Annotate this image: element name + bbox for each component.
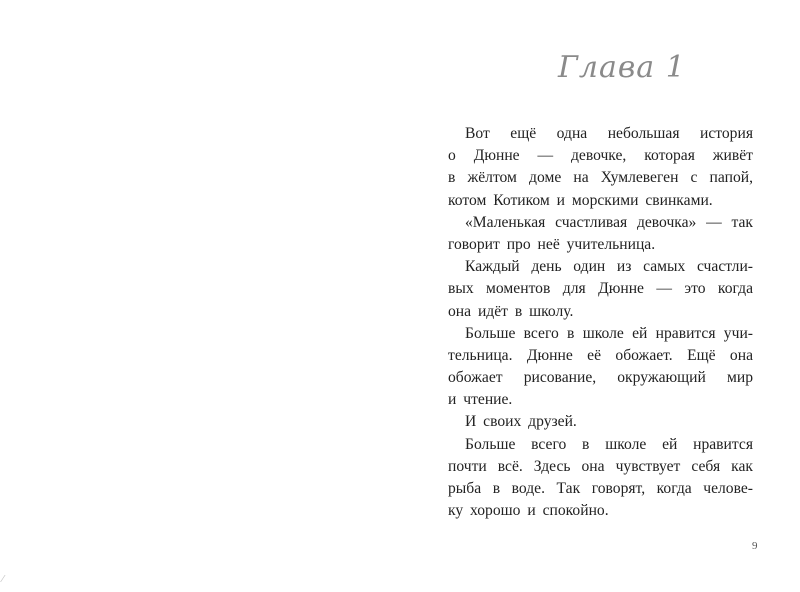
corner-mark: ⁄ (2, 574, 4, 585)
page-number: 9 (752, 540, 758, 552)
right-page (400, 0, 800, 592)
text-line: обожает рисование, окружающий мир (448, 369, 753, 387)
text-line: почти всё. Здесь она чувствует себя как (448, 457, 753, 475)
text-line: в жёлтом доме на Хумлевеген с папой, (448, 169, 753, 187)
text-line: Больше всего в школе ей нравится (465, 435, 753, 453)
text-line: ку хорошо и спокойно. (448, 502, 609, 520)
text-line: котом Котиком и морскими свинками. (448, 191, 713, 209)
text-line: о Дюнне — девочке, которая живёт (448, 147, 753, 165)
text-line: И своих друзей. (465, 413, 577, 431)
text-line: рыба в воде. Так говорят, когда челове- (448, 480, 753, 497)
text-line: «Маленькая счастливая девочка» — так (465, 213, 753, 231)
text-line: говорит про неё учительница. (448, 235, 656, 253)
chapter-title: Глава 1 (558, 50, 686, 85)
text-line: Вот ещё одна небольшая история (465, 125, 753, 142)
text-line: она идёт в школу. (448, 302, 574, 320)
text-line: тельница. Дюнне её обожает. Ещё она (448, 346, 753, 364)
chapter-text (448, 123, 753, 522)
text-line: вых моментов для Дюнне — это когда (448, 280, 753, 298)
text-line: Каждый день один из самых счастли- (465, 258, 753, 276)
text-line: Больше всего в школе ей нравится учи- (465, 324, 753, 342)
text-line: и чтение. (448, 391, 513, 409)
